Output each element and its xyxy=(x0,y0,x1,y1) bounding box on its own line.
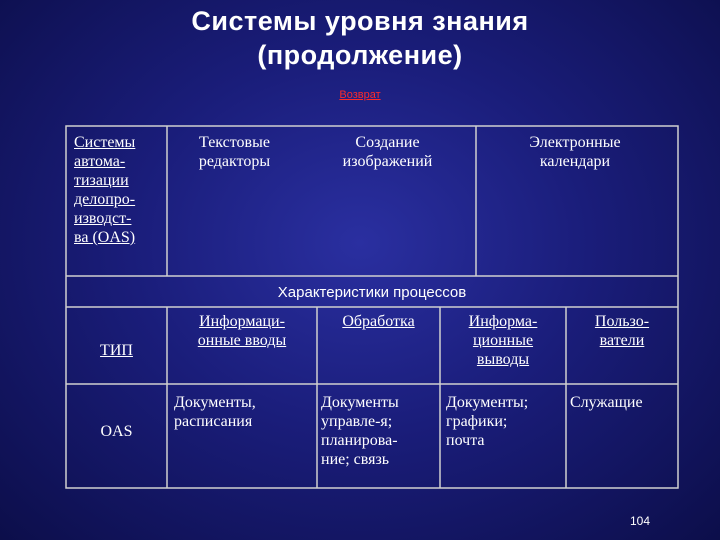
oas-outputs-cell xyxy=(446,393,565,450)
back-link[interactable]: Возврат xyxy=(339,89,381,101)
header-oas-line: Системы xyxy=(74,134,136,151)
oas-outputs-line: Документы; xyxy=(446,394,529,411)
type-processing-cell: Обработка xyxy=(342,313,415,330)
header-oas-line: изводст- xyxy=(74,210,132,227)
oas-users-cell: Служащие xyxy=(570,394,643,411)
oas-processing-line: управле-я; xyxy=(321,413,393,430)
oas-processing-cell xyxy=(321,393,439,469)
type-outputs-line: выводы xyxy=(476,351,530,368)
type-inputs-line: Информаци- xyxy=(199,313,285,330)
oas-processing-line: Документы xyxy=(321,394,399,411)
type-outputs-line: ционные xyxy=(472,332,534,349)
slide-title-line-1: Системы уровня знания xyxy=(191,6,529,36)
oas-outputs-line: почта xyxy=(446,432,485,449)
header-image-creation xyxy=(315,133,460,171)
type-users-line: Пользо- xyxy=(594,313,650,330)
oas-inputs-line: Документы, xyxy=(174,394,256,411)
type-users-cell xyxy=(566,312,678,350)
page-number: 104 xyxy=(630,514,651,528)
oas-processing-line: планирова- xyxy=(321,432,398,449)
header-text-editors xyxy=(172,133,297,171)
header-text-editors-line: Текстовые xyxy=(199,134,270,151)
oas-outputs-line: графики; xyxy=(446,413,508,430)
header-image-creation-line: изображений xyxy=(342,153,433,170)
type-users-line: ватели xyxy=(599,332,645,349)
type-inputs-line: онные вводы xyxy=(197,332,287,349)
oas-inputs-line: расписания xyxy=(174,413,253,430)
type-outputs-line: Информа- xyxy=(468,313,538,330)
section-title: Характеристики процессов xyxy=(277,284,467,301)
row-type-label: ТИП xyxy=(100,342,133,359)
header-oas-line: делопро- xyxy=(74,191,136,208)
header-text-editors-line: редакторы xyxy=(198,153,271,170)
type-inputs-cell xyxy=(167,312,317,350)
header-oas-cell xyxy=(74,133,166,247)
oas-processing-line: ние; связь xyxy=(321,451,390,468)
header-electronic-calendars-line: календари xyxy=(539,153,611,170)
type-outputs-cell xyxy=(440,312,566,369)
header-electronic-calendars xyxy=(490,133,660,171)
header-oas-line: ва (OAS) xyxy=(74,229,136,246)
oas-inputs-cell xyxy=(174,393,316,431)
header-oas-line: автома- xyxy=(74,153,126,170)
slide-title-line-2: (продолжение) xyxy=(257,40,463,70)
header-electronic-calendars-line: Электронные xyxy=(529,134,621,151)
header-image-creation-line: Создание xyxy=(355,134,420,151)
row-oas-label: OAS xyxy=(100,423,133,440)
header-oas-line: тизации xyxy=(74,172,129,189)
